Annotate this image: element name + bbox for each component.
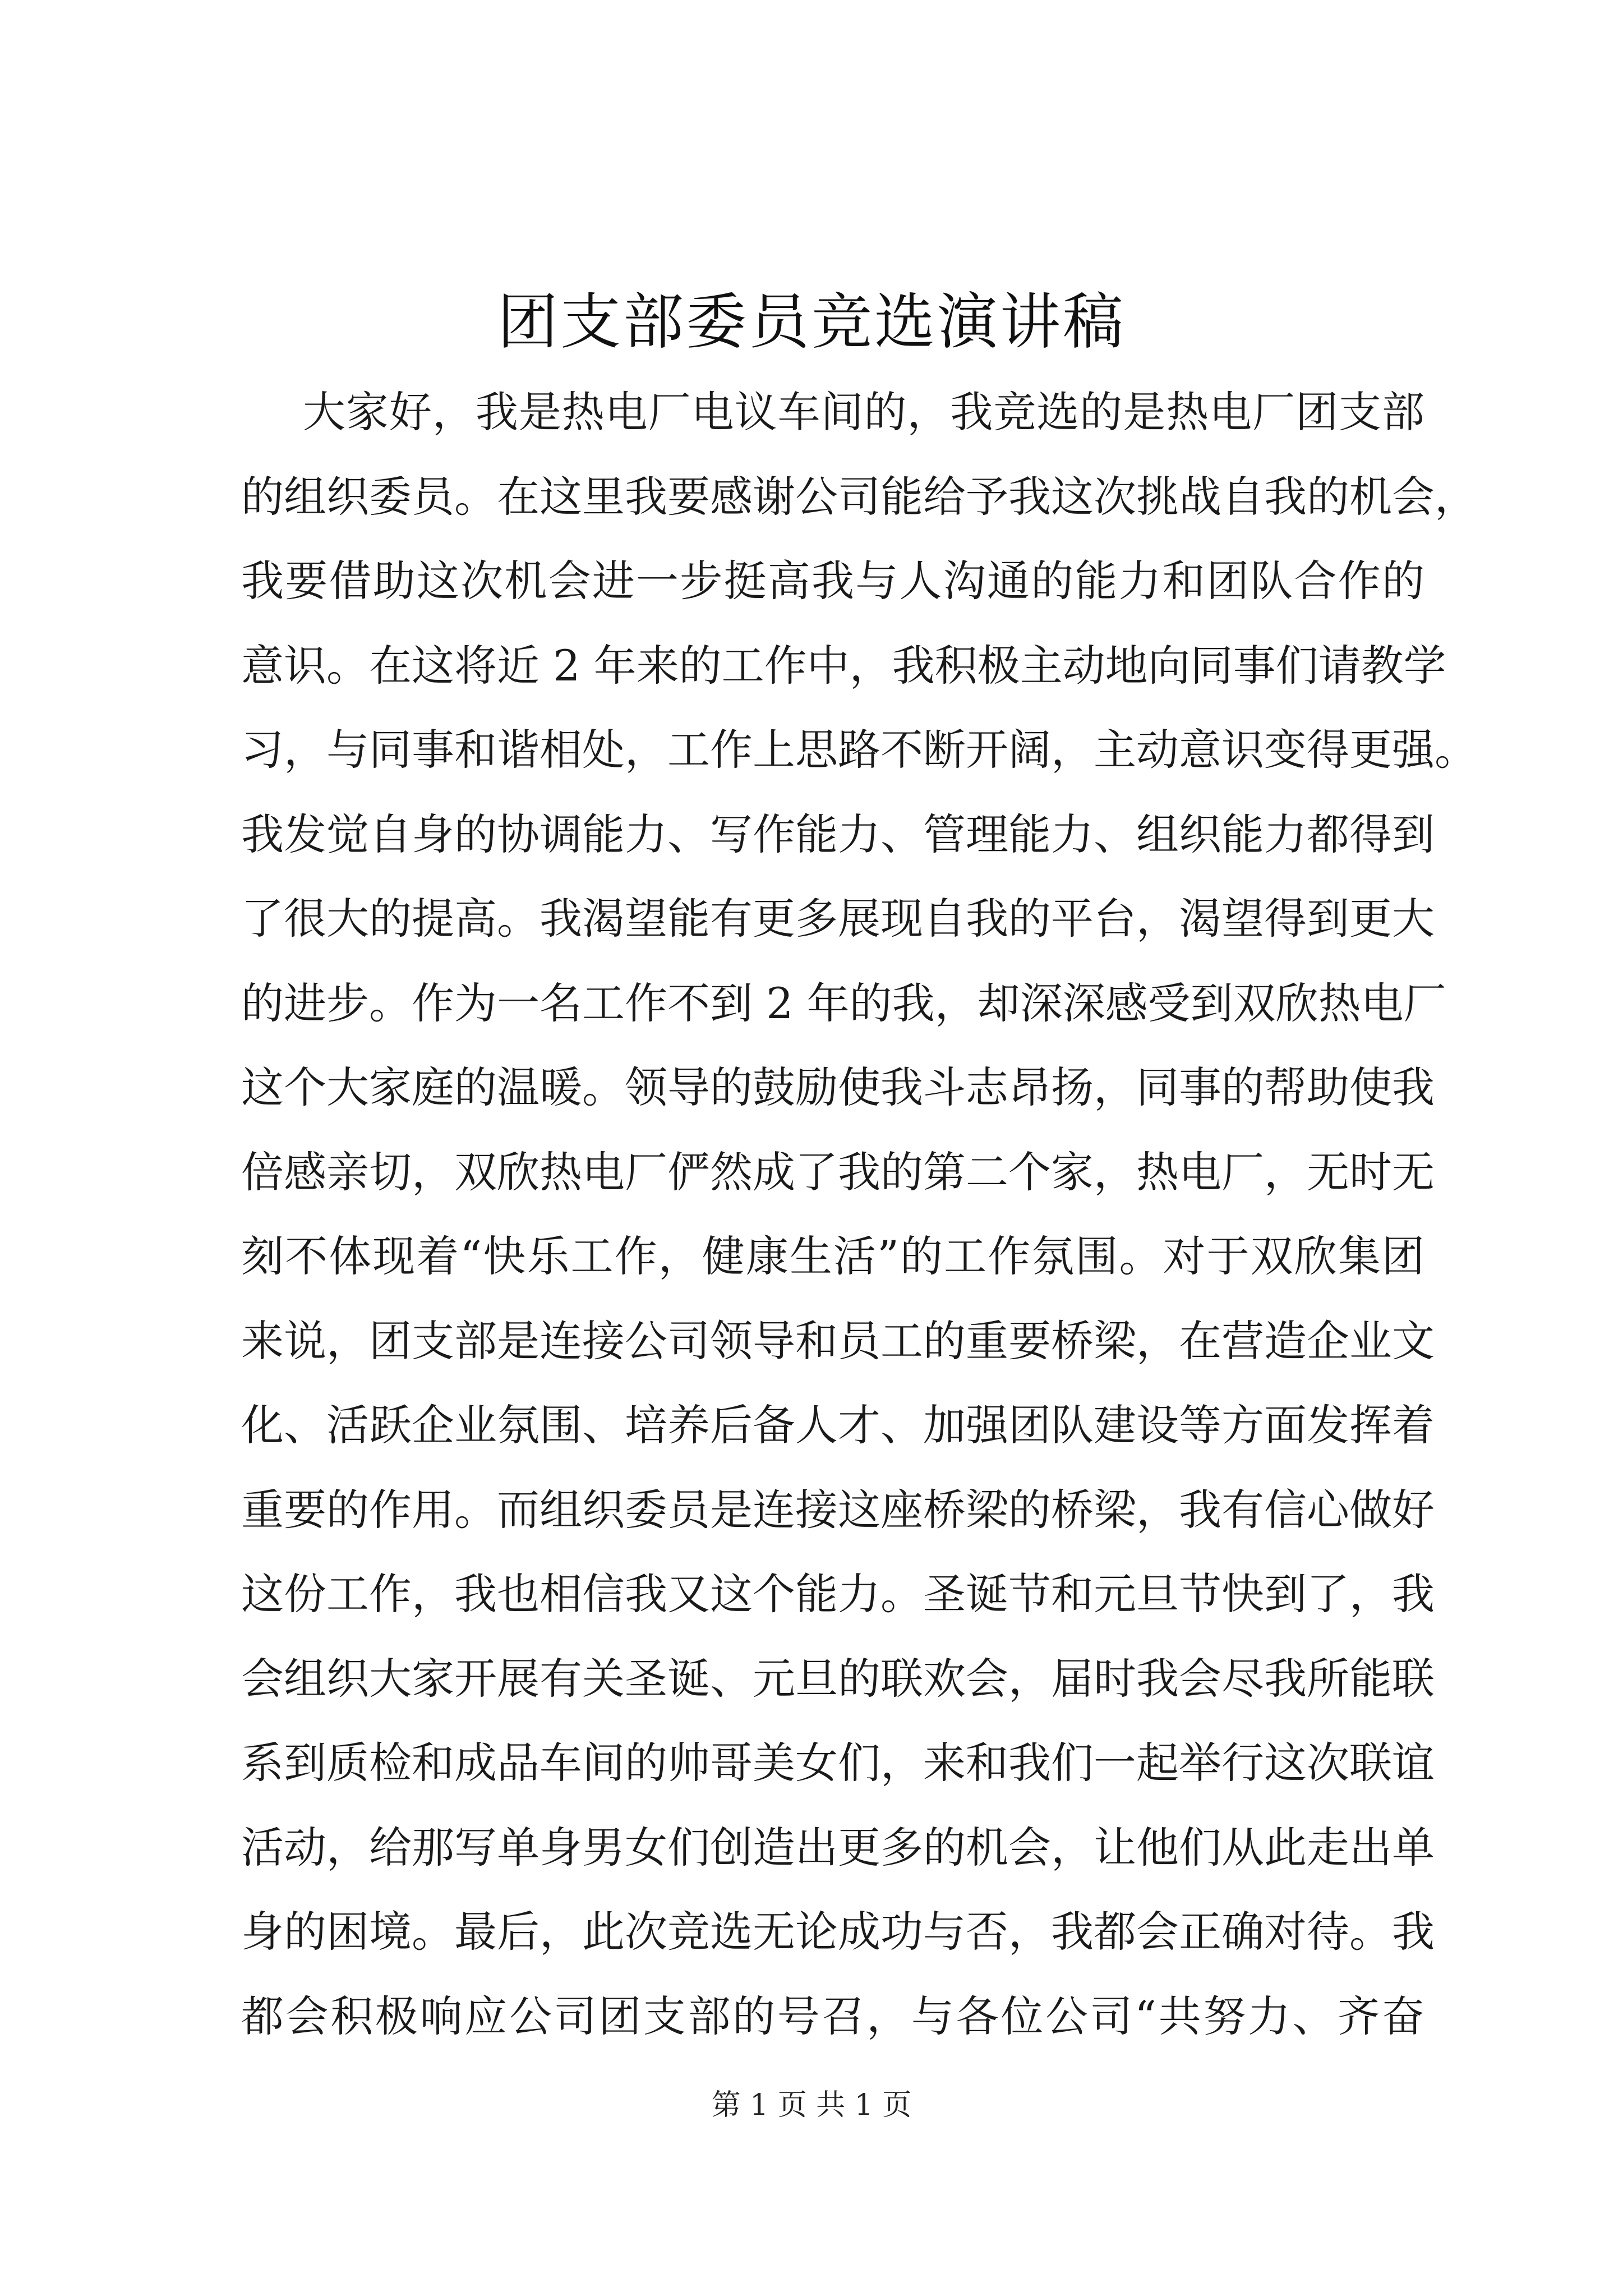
text-line: 活动，给那写单身男女们创造出更多的机会，让他们从此走出单 xyxy=(241,1822,1435,1872)
text-line: 我要借助这次机会进一步挺高我与人沟通的能力和团队合作的 xyxy=(241,556,1424,606)
text-line: 意识。在这将近 2 年来的工作中，我积极主动地向同事们请教学 xyxy=(241,640,1446,691)
page-footer: 第 1 页 共 1 页 xyxy=(711,2088,912,2122)
text-line: 刻不体现着“快乐工作，健康生活”的工作氛围。对于双欣集团 xyxy=(241,1231,1424,1281)
text-line: 的进步。作为一名工作不到 2 年的我，却深深感受到双欣热电厂 xyxy=(241,978,1446,1028)
text-line: 习，与同事和谐相处，工作上思路不断开阔，主动意识变得更强。 xyxy=(241,725,1477,775)
text-line: 都会积极响应公司团支部的号召，与各位公司“共努力、齐奋 xyxy=(241,1991,1424,2041)
text-line: 的组织委员。在这里我要感谢公司能给予我这次挑战自我的机会， xyxy=(241,471,1477,522)
speech-body xyxy=(241,370,1477,2059)
text-line: 系到质检和成品车间的帅哥美女们，来和我们一起举行这次联谊 xyxy=(241,1738,1435,1788)
text-line: 倍感亲切，双欣热电厂俨然成了我的第二个家，热电厂，无时无 xyxy=(241,1147,1435,1197)
text-line: 这个大家庭的温暖。领导的鼓励使我斗志昂扬，同事的帮助使我 xyxy=(241,1062,1435,1112)
text-line: 这份工作，我也相信我又这个能力。圣诞节和元旦节快到了，我 xyxy=(241,1569,1435,1619)
text-line: 大家好，我是热电厂电议车间的，我竞选的是热电厂团支部 xyxy=(303,387,1424,437)
text-line: 来说，团支部是连接公司领导和员工的重要桥梁，在营造企业文 xyxy=(241,1315,1435,1366)
text-line: 了很大的提高。我渴望能有更多展现自我的平台，渴望得到更大 xyxy=(241,894,1435,944)
text-line: 身的困境。最后，此次竞选无论成功与否，我都会正确对待。我 xyxy=(241,1907,1435,1957)
text-line: 化、活跃企业氛围、培养后备人才、加强团队建设等方面发挥着 xyxy=(241,1400,1435,1450)
text-line: 重要的作用。而组织委员是连接这座桥梁的桥梁，我有信心做好 xyxy=(241,1484,1435,1535)
document-title: 团支部委员竞选演讲稿 xyxy=(497,287,1126,357)
text-line: 会组织大家开展有关圣诞、元旦的联欢会，届时我会尽我所能联 xyxy=(241,1653,1435,1704)
text-line: 我发觉自身的协调能力、写作能力、管理能力、组织能力都得到 xyxy=(241,809,1435,859)
